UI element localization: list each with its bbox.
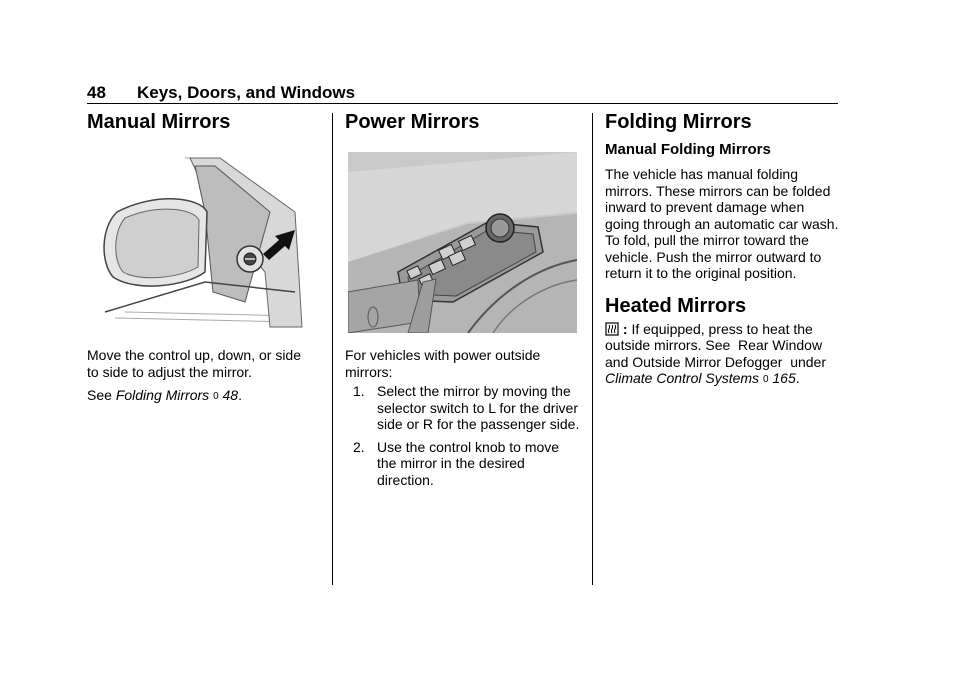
list-item: 2. Use the control knob to move the mirror in the desired direction. [353,438,560,488]
column-divider-1 [332,113,333,585]
manual-mirrors-see-line: See Folding Mirrors 0 48. [87,387,242,403]
header-rule [87,103,838,104]
manual-folding-mirrors-subheading: Manual Folding Mirrors [605,141,771,158]
column-divider-2 [592,113,593,585]
page-reference-icon: 0 [213,391,219,402]
manual-mirrors-heading: Manual Mirrors [87,111,231,133]
list-item: 1. Select the mirror by moving the selector switch to L for the driver side or R for the passenger side. [353,383,580,432]
folding-mirrors-link[interactable]: Folding Mirrors 0 48 [115,387,239,403]
rear-defog-icon [605,322,619,336]
power-mirrors-steps [345,383,580,488]
section-title: Keys, Doors, and Windows [137,83,356,102]
page-reference-icon: 0 [762,374,769,385]
power-mirrors-section [345,110,580,488]
folding-mirrors-section [605,110,840,389]
folding-mirrors-heading: Folding Mirrors [605,111,752,133]
heated-mirrors-heading: Heated Mirrors [605,294,747,317]
manual-mirrors-section [87,110,307,406]
folding-mirrors-body: The vehicle has manual folding mirrors. These mirrors can be folded inward to prevent damage when going through an automatic car wash. To fold, pull the mirror toward the vehicle. Push the mirror outward to return it to the original position. [605,166,839,281]
heated-mirrors-body: : If equipped, press to heat the outside mirrors. See Rear Window and Outside Mirror Defogger under Climate Control Systems 0 165. [605,320,826,386]
manual-mirror-illustration [95,152,310,330]
climate-control-systems-link[interactable]: Climate Control Systems 0 165 [605,370,796,386]
power-mirrors-intro: For vehicles with power outside mirrors: [345,347,541,380]
page-header [87,83,355,103]
manual-mirrors-body: Move the control up, down, or side to side to adjust the mirror. [87,347,302,380]
power-mirrors-heading: Power Mirrors [345,111,480,133]
page-number: 48 [87,83,106,102]
power-mirror-switch-illustration [348,152,577,333]
